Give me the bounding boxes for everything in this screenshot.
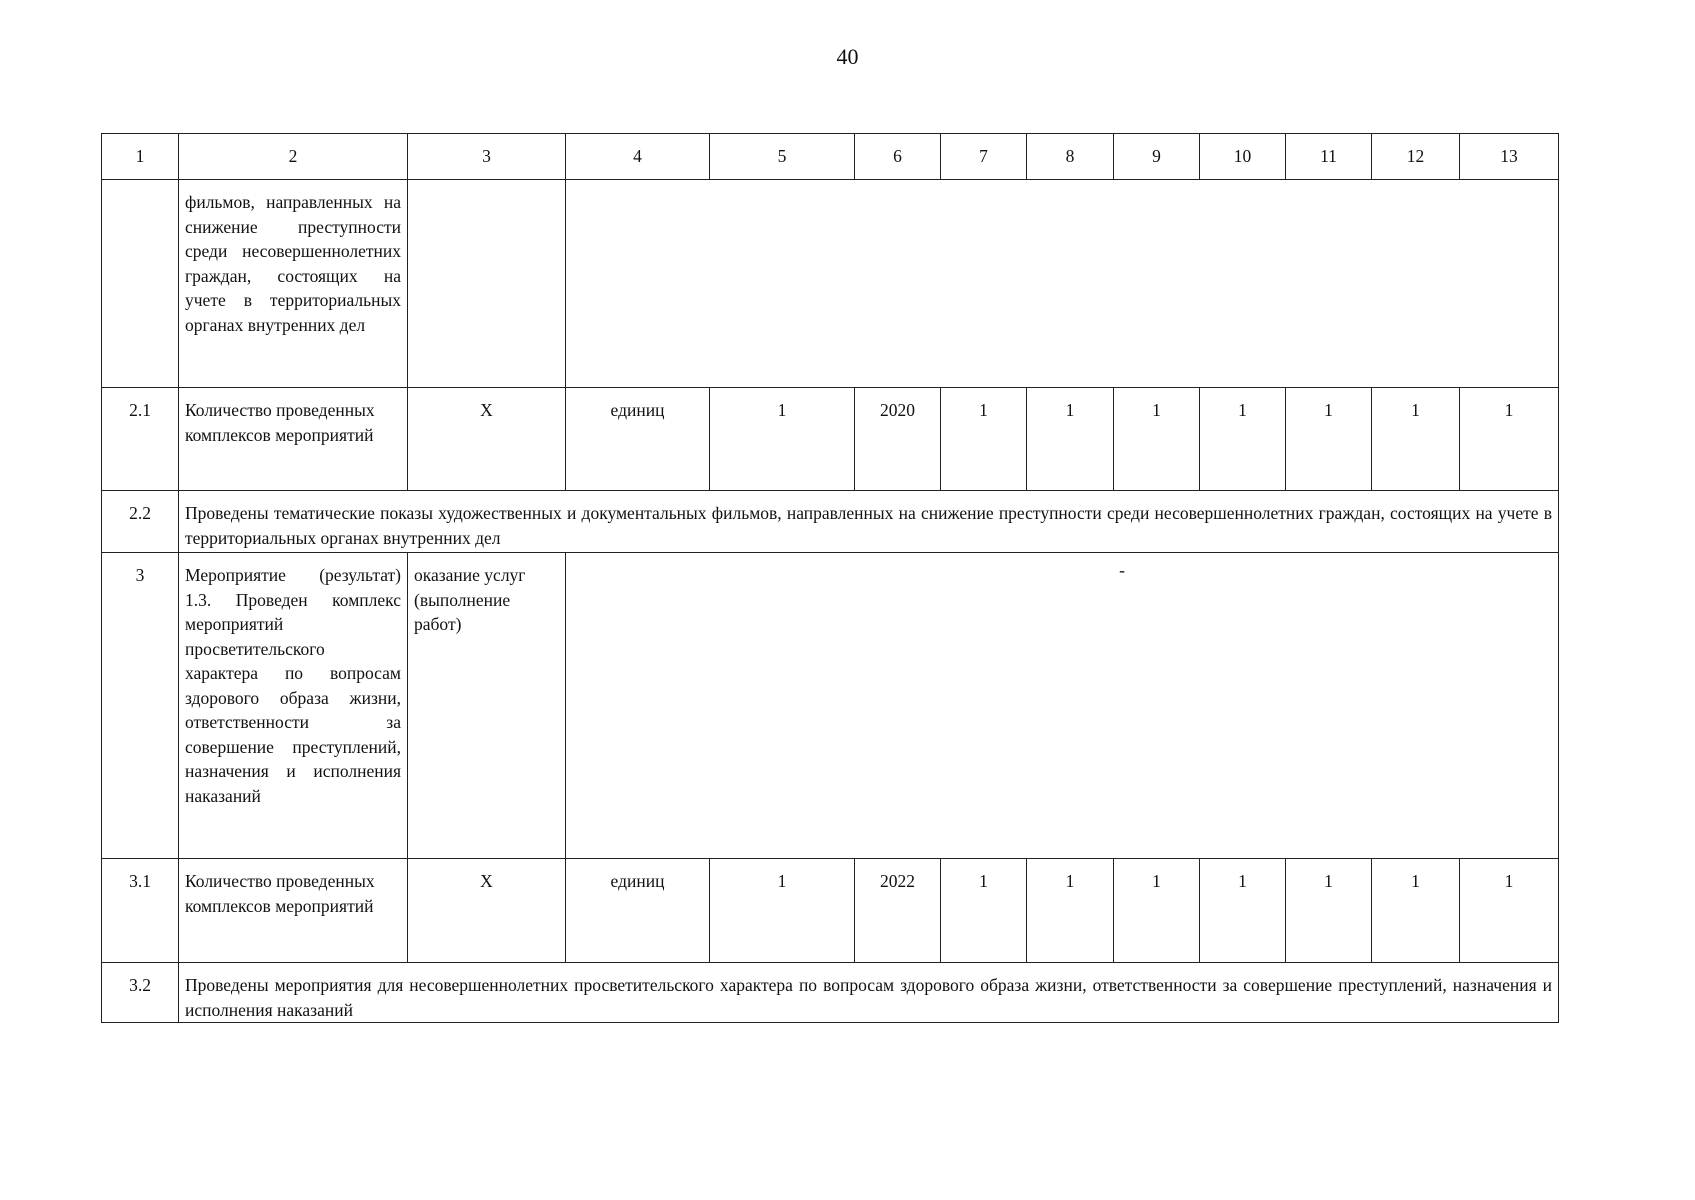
table-row [102,859,1559,963]
header-cell: 10 [1200,134,1286,180]
base-value-cell: 1 [710,388,855,491]
header-cell: 8 [1027,134,1114,180]
value-cell: 1 [1286,859,1372,963]
value-cell: 1 [1286,388,1372,491]
header-cell: 6 [855,134,941,180]
header-cell: 3 [408,134,566,180]
header-cell: 12 [1372,134,1460,180]
value-cell: 1 [1114,388,1200,491]
value-cell: 1 [1200,859,1286,963]
value-cell: 1 [1027,859,1114,963]
row-number-cell: 3 [102,553,179,859]
value-cell: 1 [941,388,1027,491]
table-row [102,963,1559,1023]
value-cell: 1 [941,859,1027,963]
name-cell: Количество проведенных комплексов мероприятий [179,859,408,963]
header-cell: 9 [1114,134,1200,180]
unit-cell: единиц [566,388,710,491]
merged-empty-cell [566,553,1559,859]
header-cell: 5 [710,134,855,180]
table-row [102,180,1559,388]
name-cell: Мероприятие (результат) 1.3. Проведен комплекс мероприятий просветительского характера по вопросам здорового образа жизни, ответственности за совершение преступлений, назначения и исполнения наказаний [179,553,408,859]
header-cell: 7 [941,134,1027,180]
indicators-table [101,133,1559,1023]
page-number: 40 [836,44,859,69]
base-value-cell: 1 [710,859,855,963]
value-cell: 1 [1372,388,1460,491]
type-cell: X [408,388,566,491]
description-cell: Проведены тематические показы художественных и документальных фильмов, направленных на снижение преступности среди несовершеннолетних граждан, состоящих на учете в территориальных органах внутренних дел [179,491,1559,553]
value-cell: 1 [1372,859,1460,963]
merged-empty-cell [566,180,1559,388]
row-number-cell: 3.1 [102,859,179,963]
row-number-cell: 3.2 [102,963,179,1023]
type-cell: оказание услуг (выполнение работ) [408,553,566,859]
value-cell: 1 [1027,388,1114,491]
name-cell: фильмов, направленных на снижение преступности среди несовершеннолетних граждан, состоящих на учете в территориальных органах внутренних дел [179,180,408,388]
row-number-cell: 2.2 [102,491,179,553]
base-year-cell: 2022 [855,859,941,963]
name-cell: Количество проведенных комплексов мероприятий [179,388,408,491]
value-cell: 1 [1460,388,1559,491]
header-cell: 13 [1460,134,1559,180]
table-header-row [102,134,1559,180]
header-cell: 11 [1286,134,1372,180]
unit-cell: единиц [566,859,710,963]
header-cell: 4 [566,134,710,180]
base-year-cell: 2020 [855,388,941,491]
value-cell: 1 [1460,859,1559,963]
table-row [102,491,1559,553]
table-row [102,388,1559,491]
header-cell: 2 [179,134,408,180]
value-cell: 1 [1200,388,1286,491]
type-cell [408,180,566,388]
row-number-cell [102,180,179,388]
row-number-cell: 2.1 [102,388,179,491]
dash-mark: - [1119,560,1125,580]
header-cell: 1 [102,134,179,180]
description-cell: Проведены мероприятия для несовершеннолетних просветительского характера по вопросам здорового образа жизни, ответственности за совершение преступлений, назначения и исполнения наказаний [179,963,1559,1023]
table-row [102,553,1559,859]
value-cell: 1 [1114,859,1200,963]
type-cell: X [408,859,566,963]
